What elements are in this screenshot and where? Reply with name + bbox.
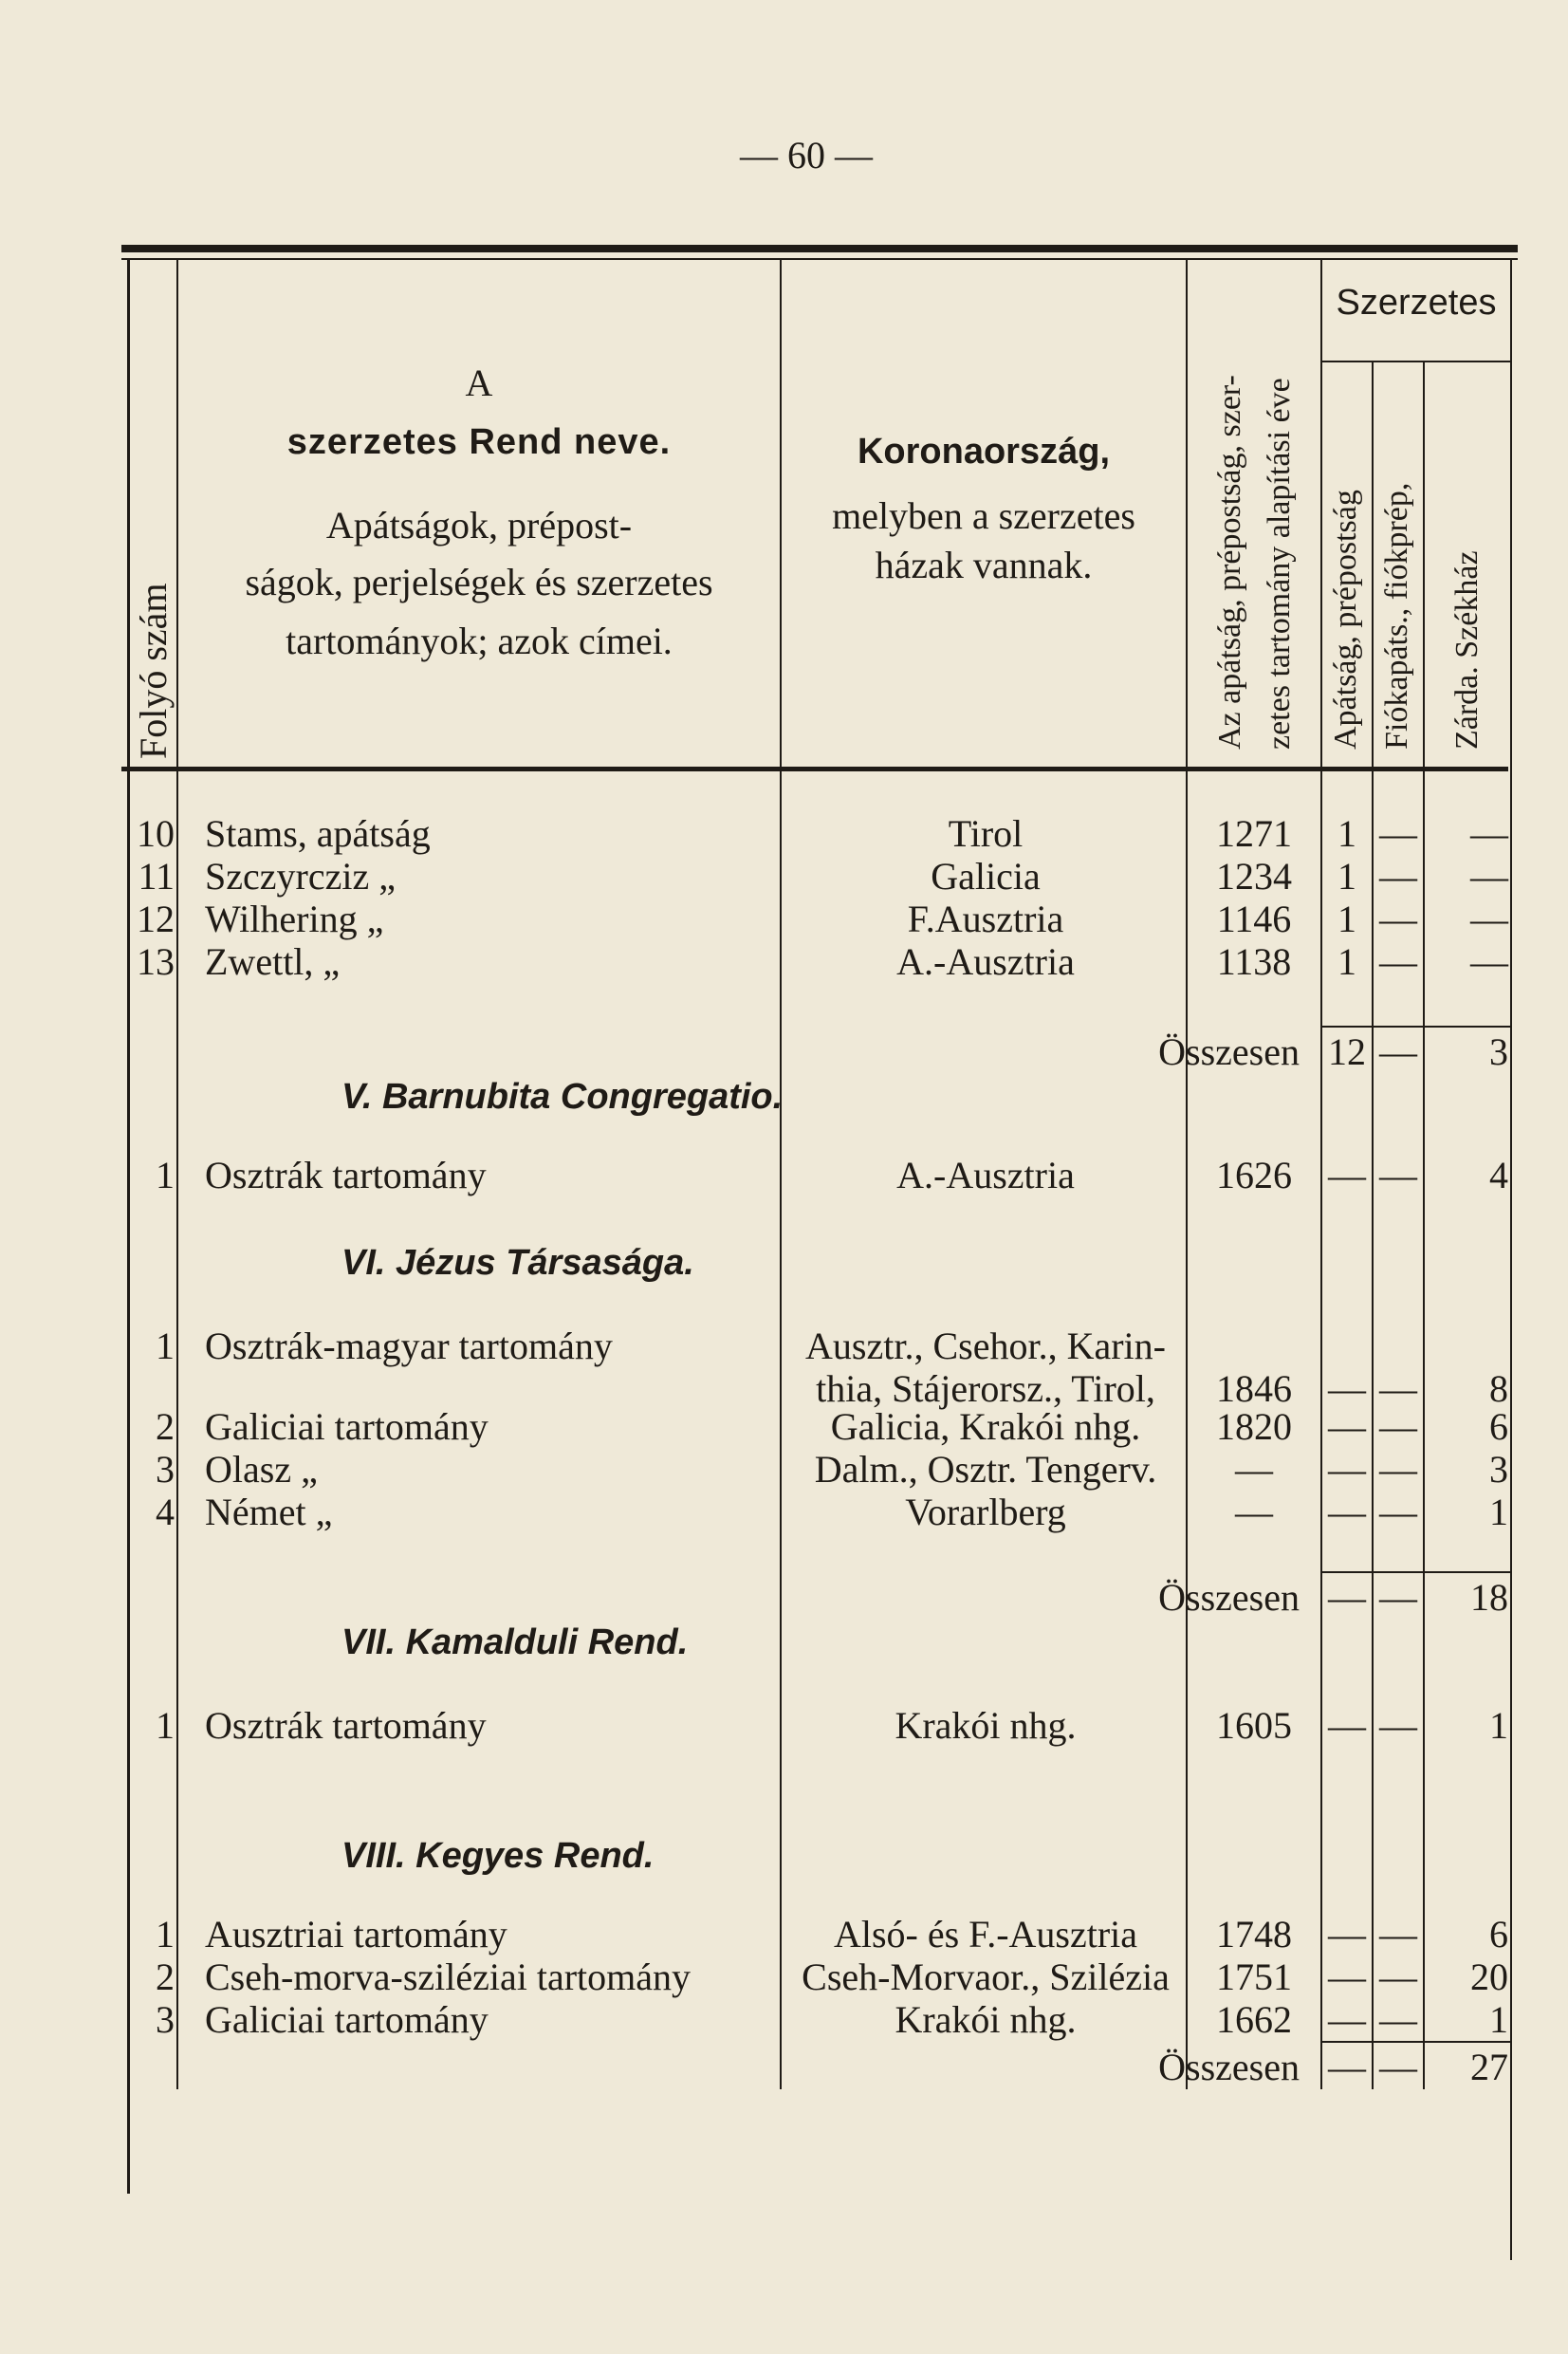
row-name: Osztrák tartomány — [205, 1704, 487, 1747]
total-label: Összesen — [1158, 1030, 1300, 1073]
row-year: 1820 — [1216, 1405, 1292, 1448]
row-year: 1271 — [1216, 812, 1292, 855]
row-name: Wilhering „ — [205, 898, 384, 940]
row-number: 1 — [156, 1154, 175, 1196]
row-year: 1605 — [1216, 1704, 1292, 1747]
header-alapitas-2: zetes tartomány alapítási éve — [1262, 378, 1297, 750]
row-country: Cseh-Morvaor., Szilézia — [802, 1955, 1170, 1998]
row-zarda: 1 — [1489, 1998, 1508, 2041]
row-fiok: — — [1379, 898, 1417, 940]
header-folyo-szam: Folyó szám — [132, 583, 175, 759]
total-apatsag: — — [1328, 2046, 1366, 2088]
row-name: Ausztriai tartomány — [205, 1913, 507, 1955]
row-zarda: 20 — [1470, 1955, 1508, 1998]
row-country: Galicia, Krakói nhg. — [830, 1405, 1141, 1448]
section-title: V. Barnubita Congregatio. — [341, 1077, 784, 1117]
row-name: Galiciai tartomány — [205, 1998, 489, 2041]
total-apatsag: 12 — [1328, 1030, 1366, 1073]
row-fiok: — — [1379, 1491, 1417, 1533]
row-zarda: 6 — [1489, 1913, 1508, 1955]
row-year: 1146 — [1216, 898, 1292, 940]
total-label: Összesen — [1158, 1576, 1300, 1619]
row-zarda: — — [1470, 812, 1508, 855]
row-fiok: — — [1379, 1448, 1417, 1491]
total-fiok: — — [1379, 1030, 1417, 1073]
header-korona-2: melyben a szerzetes — [832, 494, 1135, 537]
row-apatsag: — — [1328, 1154, 1366, 1196]
row-year: 1626 — [1216, 1154, 1292, 1196]
top-rule-thin — [121, 258, 1518, 260]
row-country: Alsó- és F.-Ausztria — [833, 1913, 1138, 1955]
row-apatsag: — — [1328, 1367, 1366, 1410]
header-alapitas-1: Az apátság, prépostság, szer- — [1212, 375, 1247, 750]
row-country: Galicia — [931, 855, 1041, 898]
row-name: Zwettl, „ — [205, 940, 341, 983]
row-number: 3 — [156, 1448, 175, 1491]
row-fiok: — — [1379, 1913, 1417, 1955]
row-zarda: — — [1470, 940, 1508, 983]
row-zarda: 6 — [1489, 1405, 1508, 1448]
row-number: 1 — [156, 1913, 175, 1955]
row-country: A.-Ausztria — [896, 940, 1075, 983]
row-zarda: 1 — [1489, 1704, 1508, 1747]
total-zarda: 27 — [1470, 2046, 1508, 2088]
row-apatsag: 1 — [1337, 812, 1356, 855]
row-name: Osztrák-magyar tartomány — [205, 1325, 613, 1367]
header-rend-desc-1: Apátságok, prépost- — [325, 504, 633, 547]
header-rend-desc-3: tartományok; azok címei. — [286, 620, 673, 662]
row-country: Tirol — [948, 812, 1024, 855]
row-zarda: 1 — [1489, 1491, 1508, 1533]
header-korona-1: Koronaország, — [857, 432, 1111, 472]
row-name: Galiciai tartomány — [205, 1405, 489, 1448]
row-fiok: — — [1379, 1704, 1417, 1747]
group-underline — [1320, 361, 1510, 362]
row-fiok: — — [1379, 940, 1417, 983]
row-fiok: — — [1379, 1154, 1417, 1196]
row-number: 2 — [156, 1955, 175, 1998]
row-number: 1 — [156, 1704, 175, 1747]
row-zarda: — — [1470, 898, 1508, 940]
row-name: Osztrák tartomány — [205, 1154, 487, 1196]
header-rend-name: szerzetes Rend neve. — [286, 422, 672, 462]
col-line-6 — [1423, 361, 1425, 2089]
total-fiok: — — [1379, 2046, 1417, 2088]
header-rend-a: A — [465, 361, 493, 404]
row-fiok: — — [1379, 1998, 1417, 2041]
col-line-1 — [176, 258, 178, 2089]
row-apatsag: 1 — [1337, 855, 1356, 898]
row-name: Stams, apátság — [205, 812, 431, 855]
row-country: A.-Ausztria — [896, 1154, 1075, 1196]
row-fiok: — — [1379, 1405, 1417, 1448]
total-zarda: 3 — [1489, 1030, 1508, 1073]
row-number: 12 — [137, 898, 175, 940]
row-number: 4 — [156, 1491, 175, 1533]
row-number: 10 — [137, 812, 175, 855]
top-rule — [121, 245, 1518, 252]
row-number: 11 — [138, 855, 175, 898]
row-name: Szczyrcziz „ — [205, 855, 396, 898]
row-year: 1846 — [1216, 1367, 1292, 1410]
row-apatsag: — — [1328, 1955, 1366, 1998]
row-number: 13 — [137, 940, 175, 983]
section-title: VI. Jézus Társasága. — [341, 1243, 694, 1283]
row-apatsag: — — [1328, 1448, 1366, 1491]
header-bottom-rule — [121, 767, 1508, 771]
row-zarda: 4 — [1489, 1154, 1508, 1196]
row-country: thia, Stájerorsz., Tirol, — [816, 1367, 1155, 1410]
row-country: Krakói nhg. — [895, 1704, 1077, 1747]
total-apatsag: — — [1328, 1576, 1366, 1619]
row-year: — — [1235, 1491, 1273, 1533]
row-fiok: — — [1379, 855, 1417, 898]
total-rule — [1320, 1026, 1510, 1028]
row-zarda: 3 — [1489, 1448, 1508, 1491]
total-rule — [1320, 1571, 1510, 1573]
row-fiok: — — [1379, 812, 1417, 855]
row-year: 1138 — [1216, 940, 1292, 983]
row-apatsag: — — [1328, 1998, 1366, 2041]
right-border — [1510, 258, 1512, 2260]
left-border — [127, 258, 130, 2194]
row-country: F.Ausztria — [907, 898, 1064, 940]
row-zarda: 8 — [1489, 1367, 1508, 1410]
row-year: 1751 — [1216, 1955, 1292, 1998]
page-number: — 60 — — [740, 134, 873, 176]
row-year: 1662 — [1216, 1998, 1292, 2041]
row-apatsag: — — [1328, 1491, 1366, 1533]
total-fiok: — — [1379, 1576, 1417, 1619]
row-year: 1748 — [1216, 1913, 1292, 1955]
row-country: Dalm., Osztr. Tengerv. — [814, 1448, 1157, 1491]
row-name: Cseh-morva-sziléziai tartomány — [205, 1955, 692, 1998]
header-zarda: Zárda. Székház — [1449, 550, 1485, 750]
row-apatsag: — — [1328, 1704, 1366, 1747]
row-year: 1234 — [1216, 855, 1292, 898]
header-group-szerzetes: Szerzetes — [1336, 283, 1497, 323]
section-title: VII. Kamalduli Rend. — [341, 1622, 689, 1662]
row-country: Krakói nhg. — [895, 1998, 1077, 2041]
row-number: 1 — [156, 1325, 175, 1367]
row-fiok: — — [1379, 1367, 1417, 1410]
row-apatsag: — — [1328, 1405, 1366, 1448]
total-label: Összesen — [1158, 2046, 1300, 2088]
row-number: 2 — [156, 1405, 175, 1448]
header-apatsag-1: Apátság, prépostság — [1328, 490, 1363, 750]
header-rend-desc-2: ságok, perjelségek és szerzetes — [245, 561, 713, 603]
row-fiok: — — [1379, 1955, 1417, 1998]
row-apatsag: 1 — [1337, 898, 1356, 940]
row-country: Vorarlberg — [905, 1491, 1066, 1533]
row-zarda: — — [1470, 855, 1508, 898]
col-line-2 — [780, 258, 782, 2089]
row-name: Német „ — [205, 1491, 333, 1533]
row-year: — — [1235, 1448, 1273, 1491]
row-number: 3 — [156, 1998, 175, 2041]
header-apatsag-2: Fiókapáts., fiókprép, — [1379, 482, 1414, 750]
total-rule — [1320, 2041, 1510, 2043]
row-apatsag: — — [1328, 1913, 1366, 1955]
row-apatsag: 1 — [1337, 940, 1356, 983]
total-zarda: 18 — [1470, 1576, 1508, 1619]
header-korona-3: házak vannak. — [875, 544, 1093, 586]
col-line-5 — [1372, 361, 1374, 2089]
row-country: Ausztr., Csehor., Karin- — [805, 1325, 1166, 1367]
row-name: Olasz „ — [205, 1448, 318, 1491]
section-title: VIII. Kegyes Rend. — [341, 1836, 655, 1876]
